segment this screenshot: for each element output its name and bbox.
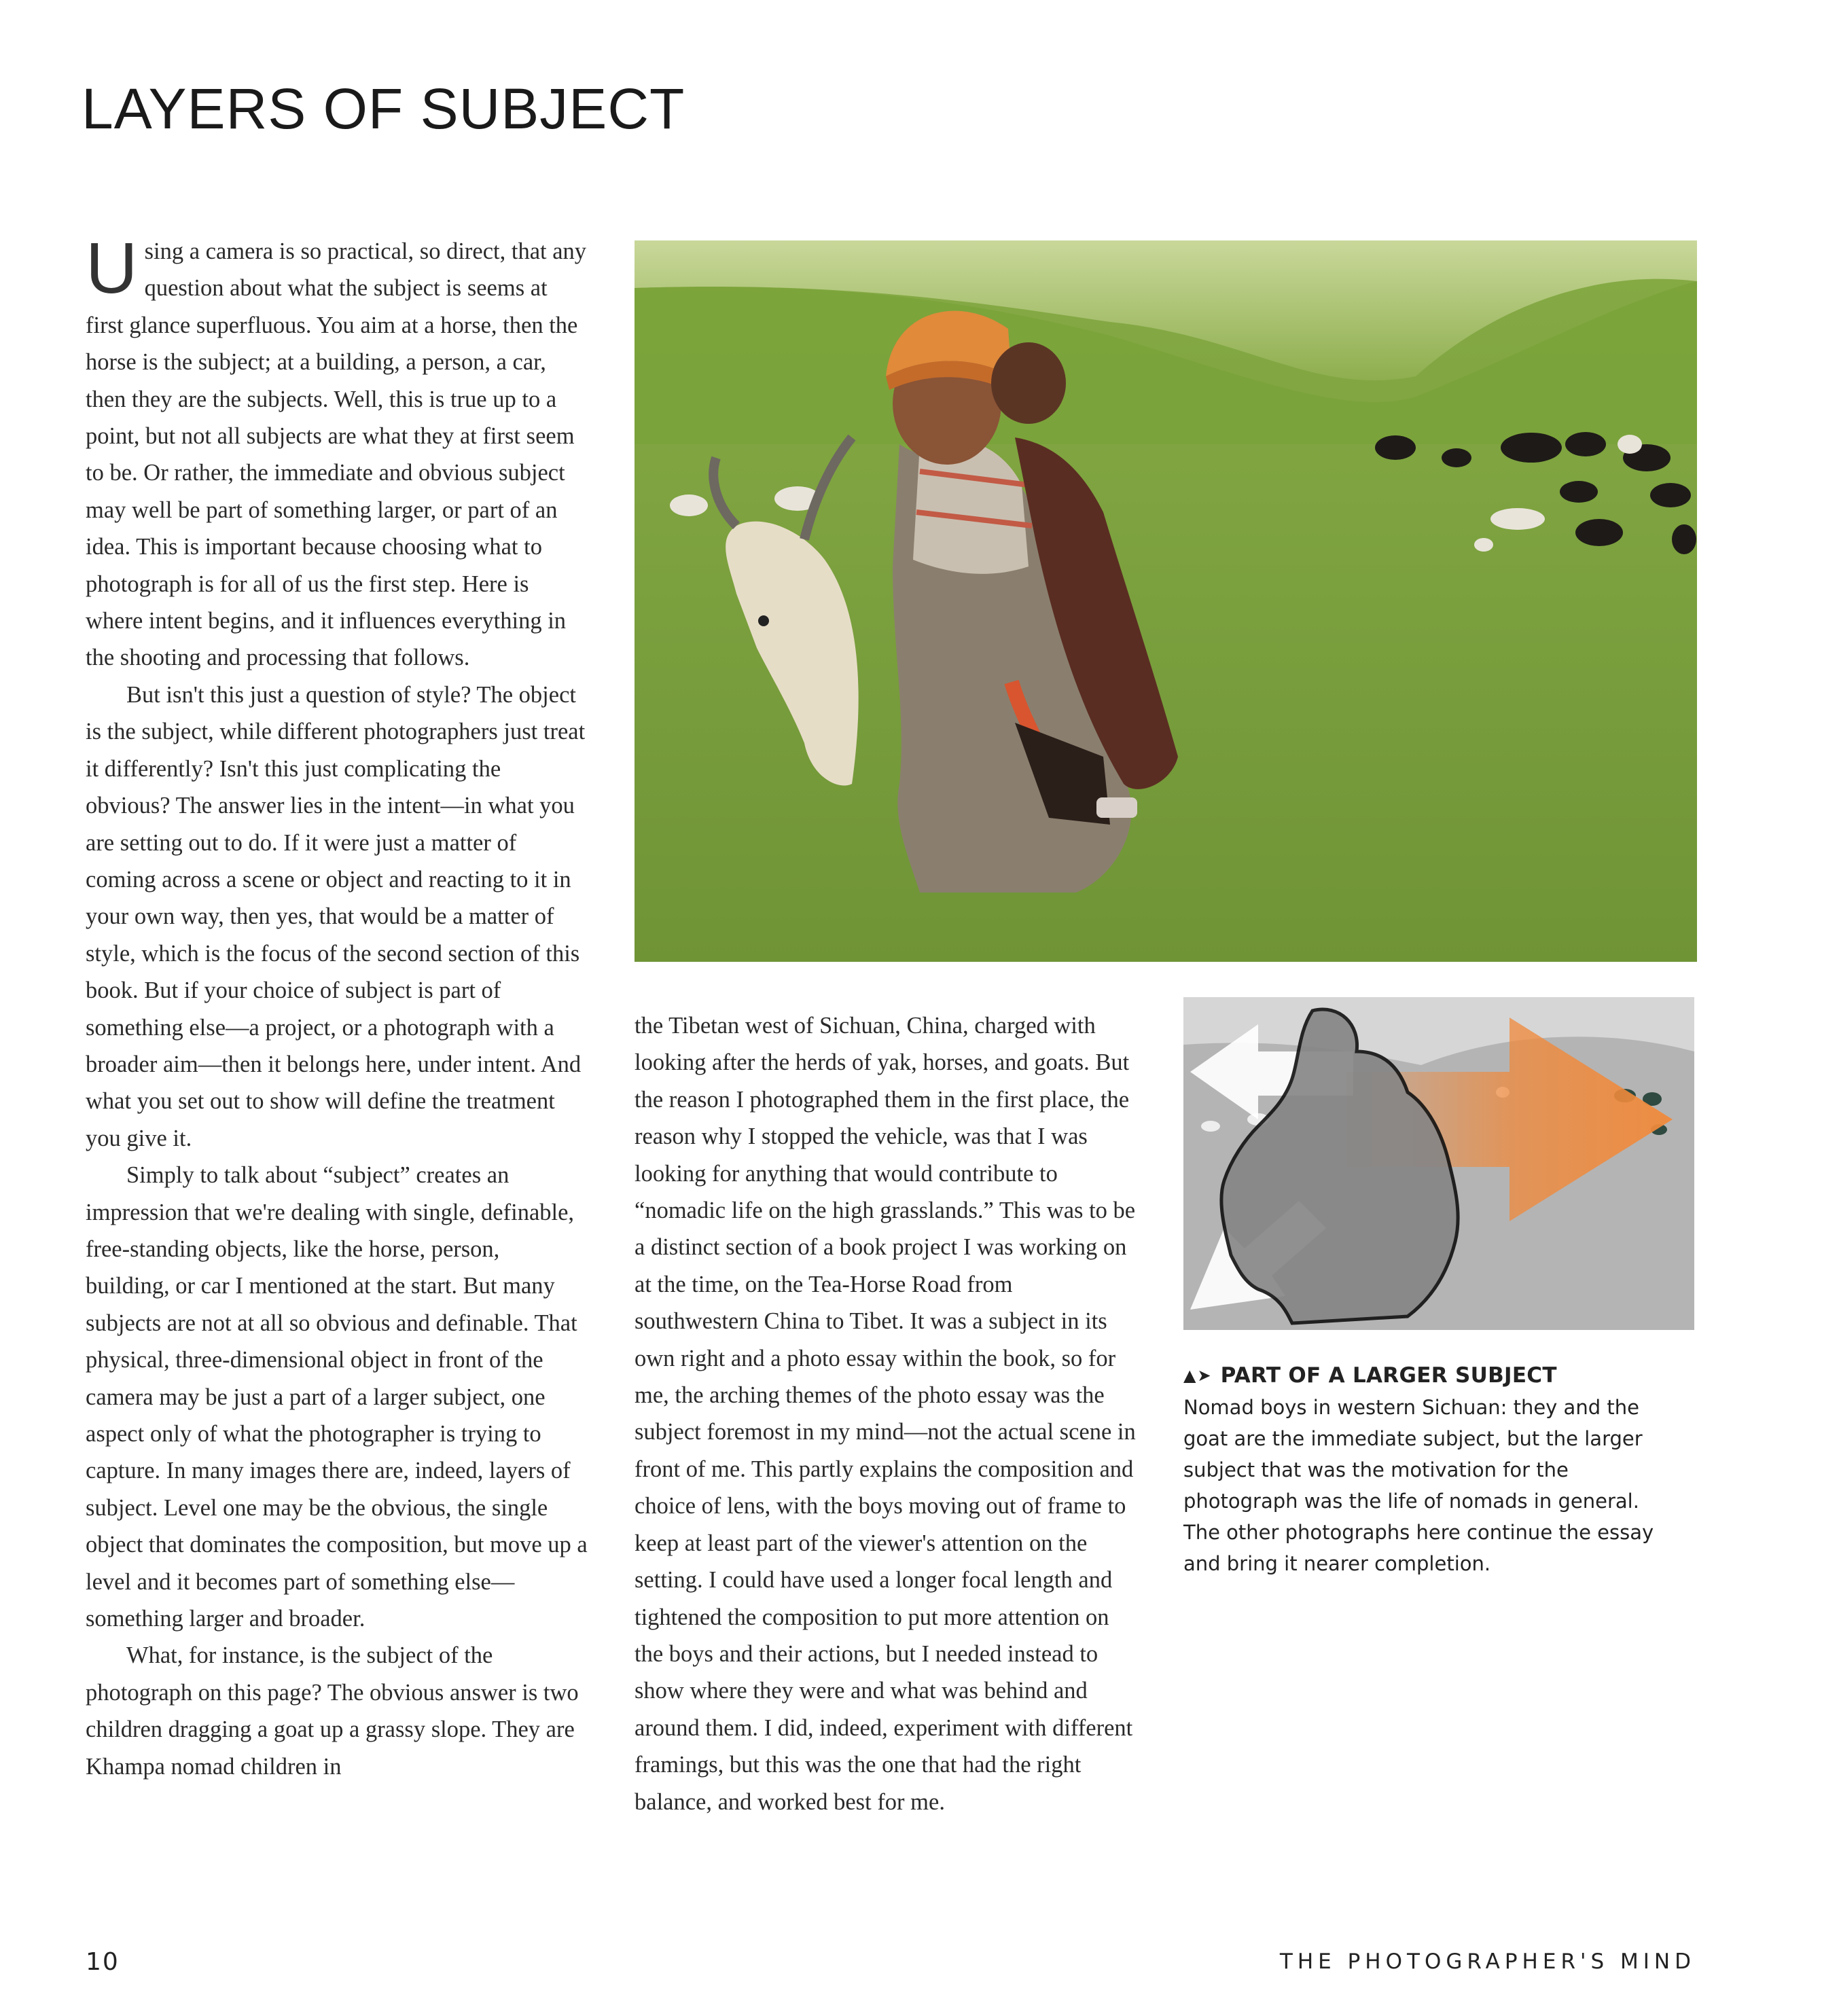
caption-text: Nomad boys in western Sichuan: they and the goat are the immediate subject, but the larger subject that was the motivation for the photograph was the life of nomads in general. The other photographs here continue the essay and bring it nearer completion. [1183,1396,1654,1575]
running-title: THE PHOTOGRAPHER'S MIND [1279,1949,1696,1974]
caption-heading: PART OF A LARGER SUBJECT [1220,1363,1557,1388]
subject-diagram-image [1183,997,1694,1330]
page-number: 10 [86,1948,120,1976]
paragraph-2: But isn't this just a question of style? The object is the subject, while different photographers just treat it differently? Isn't this just complicating the obvious? The answer lies in the intent—in what you are setting out to do. If it were just a matter of coming across a scene or object and reacting to it in your own way, then yes, that would be a matter of style, which is the focus of the second section of this book. But if your choice of subject is part of something else—a project, or a photograph with a broader aim—then it belongs here, under intent. And what you set out to show will define the treatment you give it. [86,681,586,1151]
caption-arrows-icon: ▲➤ [1183,1366,1213,1385]
drop-cap: U [86,228,138,308]
main-photograph [635,240,1697,962]
photo-caption [1183,1361,1673,1579]
paragraph-3: Simply to talk about “subject” creates an impression that we're dealing with single, definable, free-standing objects, like the horse, person, building, or car I mentioned at the start. But many subjects are not at all so obvious and definable. That physical, three-dimensional object in front of the camera may be just a part of a larger subject, one aspect only of what the photographer is trying to capture. In many images there are, indeed, layers of subject. Level one may be the obvious, the single object that dominates the composition, but move up a level and it becomes part of something else—something larger and broader. [86,1162,588,1632]
diagram-photograph [1183,997,1694,1330]
paragraph-4: What, for instance, is the subject of the photograph on this page? The obvious answer is two children dragging a goat up a grassy slope. They are Khampa nomad children in [86,1642,579,1780]
caption-heading-row [1183,1361,1673,1390]
nomad-boys-goat-image [635,240,1697,962]
page-title: LAYERS OF SUBJECT [82,77,685,141]
paragraph-1-text: sing a camera is so practical, so direct, that any question about what the subject is seems at first glance superfluous. You aim at a horse, then the horse is the subject; at a building, a person, a car, then they are the subjects. Well, this is true up to a point, but not all subjects are what they at first seem to be. Or rather, the immediate and obvious subject may well be part of something larger, or part of an idea. This is important because choosing what to photograph is for all of us the first step. Here is where intent begins, and it influences everything in the shooting and processing that follows. [86,238,587,671]
paragraph-4-continued: the Tibetan west of Sichuan, China, charged with looking after the herds of yak, horses, and goats. But the reason I photographed them in the first place, the reason why I stopped the vehicle, was that I was looking for anything that would contribute to “nomadic life on the high grasslands.” This was to be a distinct section of a book project I was working on at the time, on the Tea-Horse Road from southwestern China to Tibet. It was a subject in its own right and a photo essay within the book, so for me, the arching themes of the photo essay was the subject foremost in my mind—not the actual scene in front of me. This partly explains the composition and choice of lens, with the boys moving out of frame to keep at least part of the viewer's attention on the setting. I could have used a longer focal length and tightened the composition to put more attention on the boys and their actions, but I needed instead to show where they were and what was behind and around them. I did, indeed, experiment with different framings, but this was the one that had the right balance, and worked best for me. [635,1013,1136,1815]
paragraph-1 [86,228,588,677]
body-column-middle [635,1007,1137,1820]
body-column-left [86,228,588,1785]
